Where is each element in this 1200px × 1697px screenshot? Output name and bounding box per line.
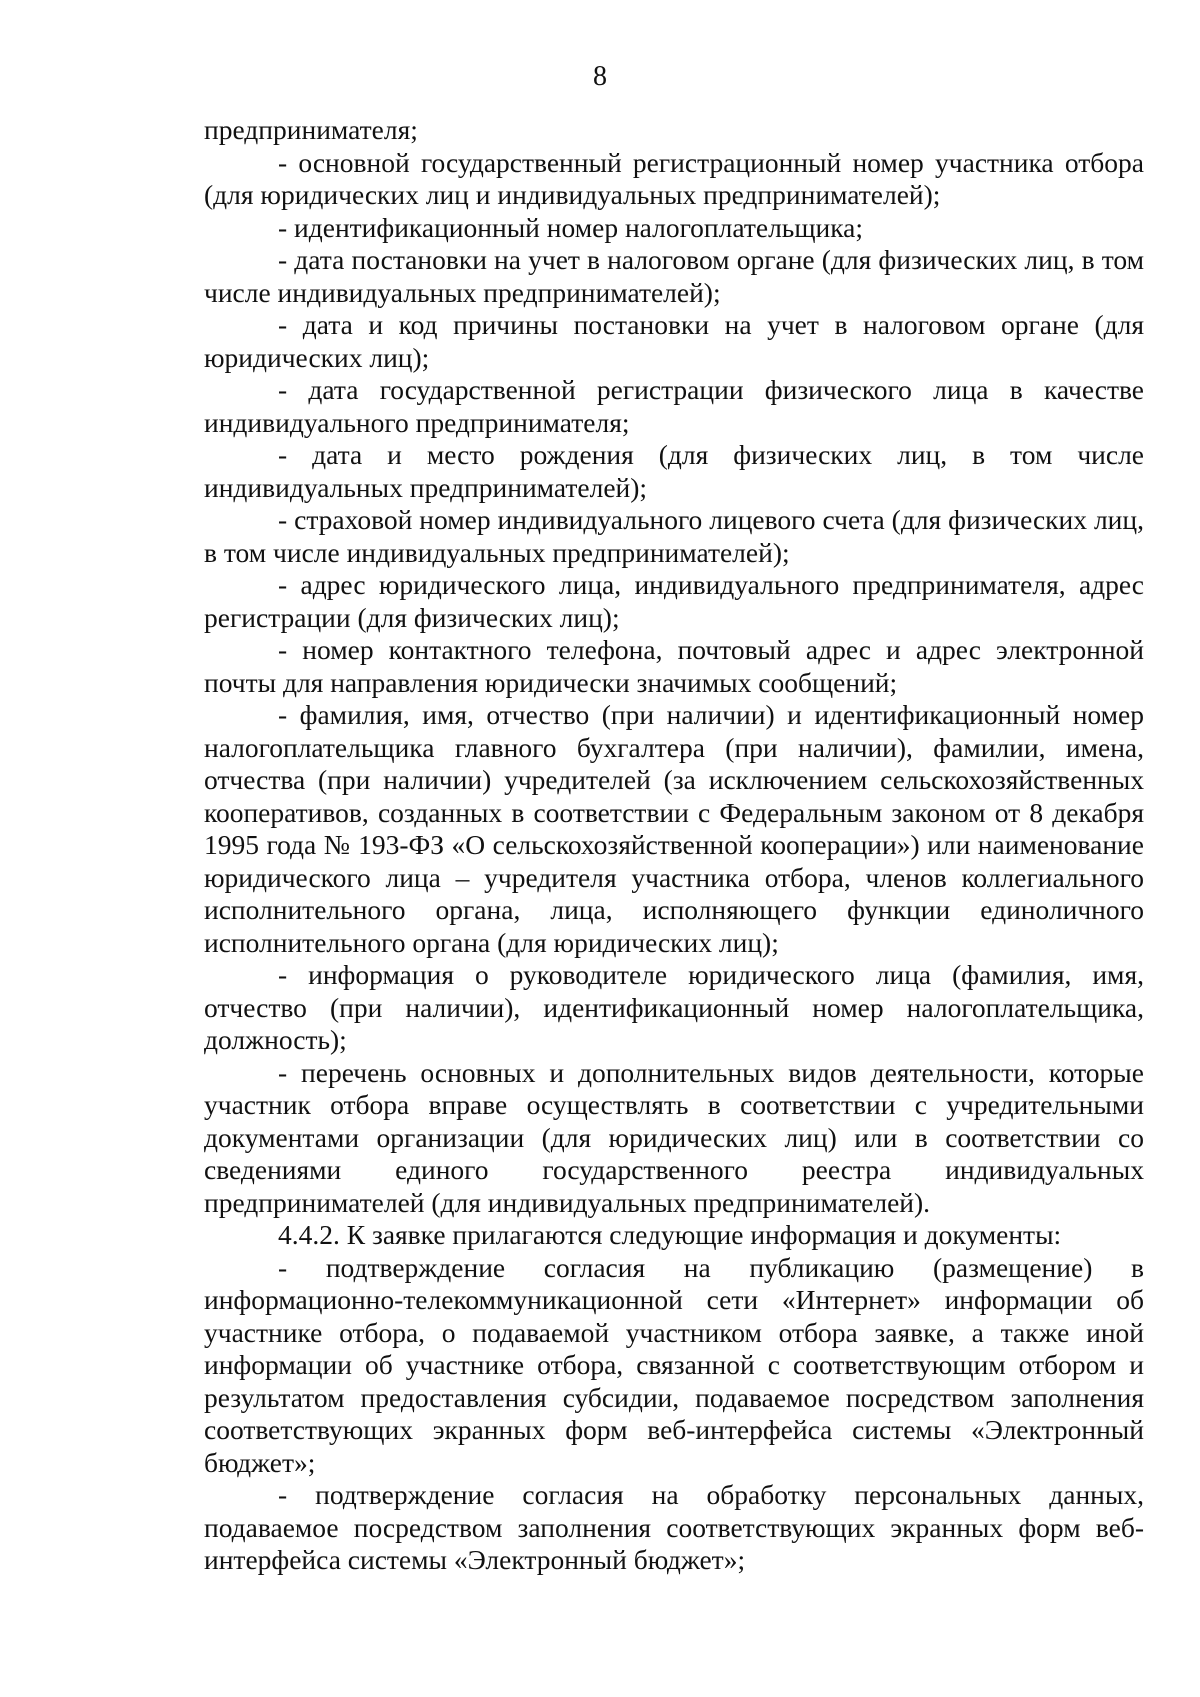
- paragraph: - дата и место рождения (для физических лиц, в том числе индивидуальных предпринимателей);: [204, 439, 1144, 503]
- paragraph: - номер контактного телефона, почтовый адрес и адрес электронной почты для направления юридически значимых сообщений;: [204, 634, 1144, 698]
- paragraph: - основной государственный регистрационный номер участника отбора (для юридических лиц и индивидуальных предпринимателей);: [204, 146, 1144, 210]
- paragraph: - информация о руководителе юридического лица (фамилия, имя, отчество (при наличии), идентификационный номер налогоплательщика, должность);: [204, 959, 1144, 1055]
- paragraph: - фамилия, имя, отчество (при наличии) и идентификационный номер налогоплательщика главного бухгалтера (при наличии), фамилии, имена, отчества (при наличии) учредителей (за исключением сельскохозяйственных кооперативов, созданных в соответствии с Федеральным законом от 8 декабря 1995 года № 193-ФЗ «О сельскохозяйственной кооперации») или наименование юридического лица – учредителя участника отбора, членов коллегиального исполнительного органа, лица, исполняющего функции единоличного исполнительного органа (для юридических лиц);: [204, 699, 1144, 958]
- document-body: [204, 114, 1144, 1577]
- paragraph: - дата государственной регистрации физического лица в качестве индивидуального предпринимателя;: [204, 374, 1144, 438]
- paragraph: - страховой номер индивидуального лицевого счета (для физических лиц, в том числе индивидуальных предпринимателей);: [204, 504, 1144, 568]
- paragraph: - дата и код причины постановки на учет в налоговом органе (для юридических лиц);: [204, 309, 1144, 373]
- paragraph: - перечень основных и дополнительных видов деятельности, которые участник отбора вправе осуществлять в соответствии с учредительными документами организации (для юридических лиц) или в соответствии со сведениями единого государственного реестра индивидуальных предпринимателей (для индивидуальных предпринимателей).: [204, 1056, 1144, 1218]
- paragraph: - идентификационный номер налогоплательщика;: [278, 211, 864, 243]
- paragraph: предпринимателя;: [204, 114, 418, 145]
- paragraph: - дата постановки на учет в налоговом органе (для физических лиц, в том числе индивидуальных предпринимателей);: [204, 244, 1144, 308]
- paragraph: - подтверждение согласия на обработку персональных данных, подаваемое посредством заполнения соответствующих экранных форм веб-интерфейса системы «Электронный бюджет»;: [204, 1479, 1144, 1575]
- paragraph: - адрес юридического лица, индивидуального предпринимателя, адрес регистрации (для физических лиц);: [204, 569, 1144, 633]
- page-number: 8: [593, 61, 607, 92]
- paragraph: - подтверждение согласия на публикацию (размещение) в информационно-телекоммуникационной сети «Интернет» информации об участнике отбора, о подаваемой участником отбора заявке, а также иной информации об участнике отбора, связанной с соответствующим отбором и результатом предоставления субсидии, подаваемое посредством заполнения соответствующих экранных форм веб-интерфейса системы «Электронный бюджет»;: [204, 1251, 1144, 1478]
- section-heading: 4.4.2. К заявке прилагаются следующие информация и документы:: [278, 1219, 1062, 1250]
